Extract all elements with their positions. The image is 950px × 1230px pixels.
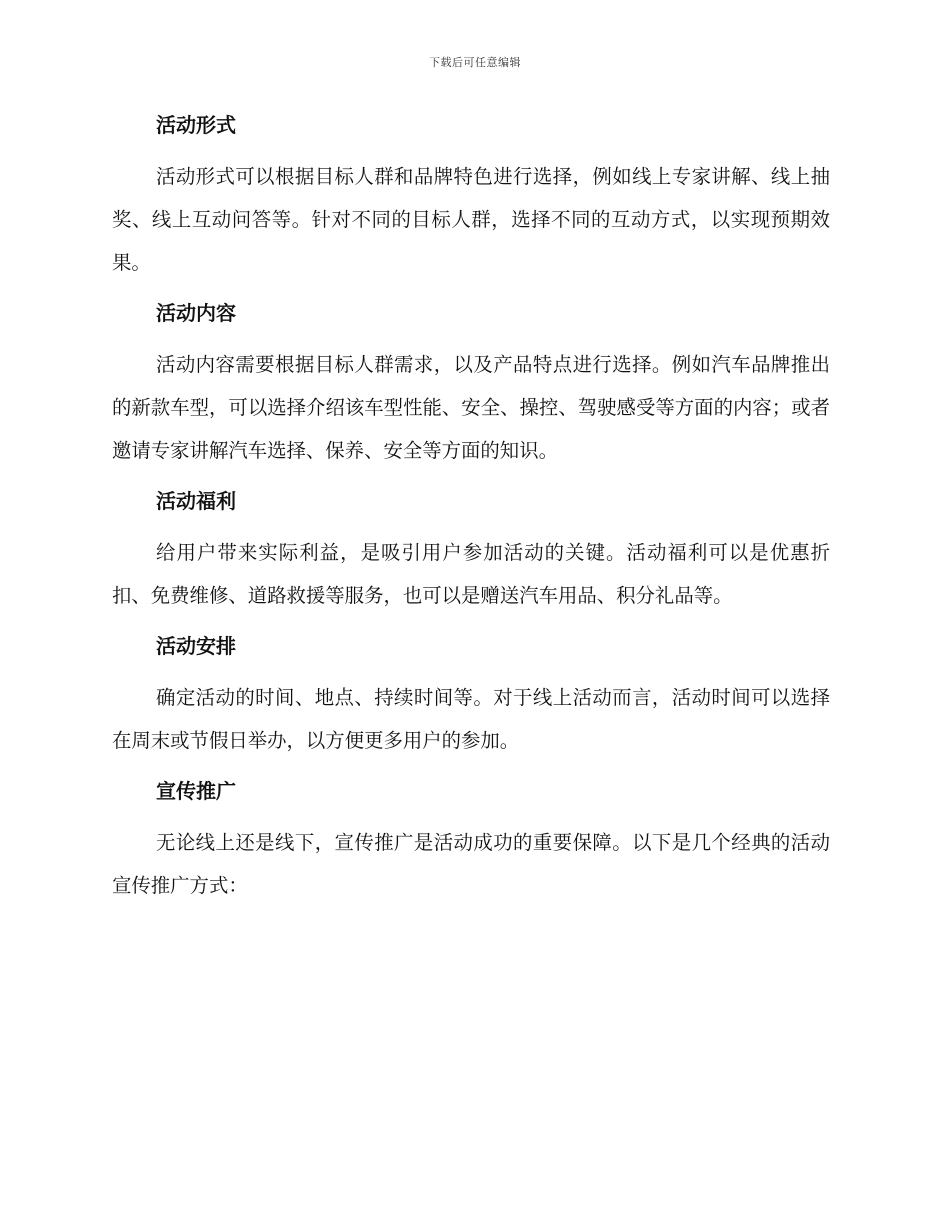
section-heading: 活动形式: [156, 113, 236, 137]
section-activity-schedule: [112, 631, 830, 762]
section-paragraph: 活动内容需要根据目标人群需求，以及产品特点进行选择。例如汽车品牌推出的新款车型，可以选择介绍该车型性能、安全、操控、驾驶感受等方面的内容；或者邀请专家讲解汽车选择、保养、安全等方面的知识。: [112, 353, 830, 462]
document-body: [112, 110, 830, 921]
section-paragraph: 无论线上还是线下，宣传推广是活动成功的重要保障。以下是几个经典的活动宣传推广方式：: [112, 831, 830, 897]
section-paragraph: 活动形式可以根据目标人群和品牌特色进行选择，例如线上专家讲解、线上抽奖、线上互动问答等。针对不同的目标人群，选择不同的互动方式，以实现预期效果。: [112, 165, 830, 274]
section-heading: 宣传推广: [156, 779, 236, 803]
section-activity-content: [112, 298, 830, 472]
section-activity-benefits: [112, 486, 830, 617]
section-heading: 活动福利: [156, 489, 236, 513]
section-heading: 活动安排: [156, 634, 236, 658]
page-header: 下载后可任意编辑: [429, 56, 521, 69]
section-activity-format: [112, 110, 830, 284]
section-paragraph: 给用户带来实际利益，是吸引用户参加活动的关键。活动福利可以是优惠折扣、免费维修、道路救援等服务，也可以是赠送汽车用品、积分礼品等。: [112, 541, 830, 607]
section-heading: 活动内容: [156, 301, 236, 325]
section-paragraph: 确定活动的时间、地点、持续时间等。对于线上活动而言，活动时间可以选择在周末或节假日举办，以方便更多用户的参加。: [112, 686, 830, 752]
section-promotion: [112, 776, 830, 907]
